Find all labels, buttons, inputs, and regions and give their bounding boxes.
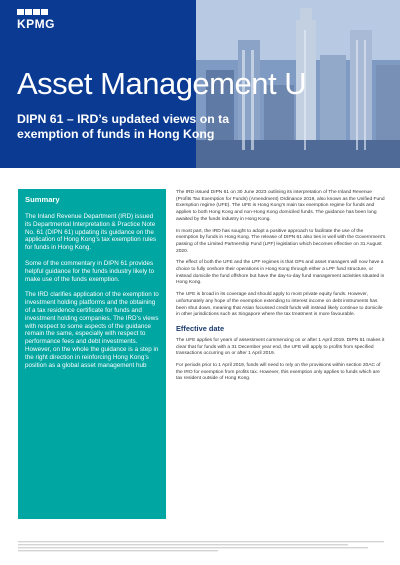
summary-panel bbox=[18, 189, 166, 519]
legal-footer bbox=[18, 541, 384, 557]
body-paragraph: In most part, the IRD has sought to adopt a positive approach to facilitate the use of the exemption by funds in Hong Kong. The release of DIPN 61 also ties in well with the Government’s passing of the Limited Partnership Fund (LPF) legislation which becomes effective on 31 August 2020. bbox=[176, 228, 386, 254]
subtitle-line-1: DIPN 61 – IRD’s updated views on ta bbox=[17, 112, 230, 126]
logo-boxes-icon bbox=[17, 9, 55, 15]
fine-print-lines bbox=[18, 541, 384, 555]
page-subtitle bbox=[17, 112, 317, 142]
subtitle-line-2: exemption of funds in Hong Kong bbox=[17, 127, 215, 141]
summary-heading: Summary bbox=[25, 195, 60, 204]
kpmg-logo bbox=[17, 9, 55, 31]
page-title: Asset Management U bbox=[17, 66, 307, 101]
body-paragraph: The IRD issued DIPN 61 on 30 June 2023 outlining its interpretation of The Inland Revenue (Profits Tax Exemption for Funds) (Amendment) Ordinance 2019, also known as the Unified Fund Exemption regime (UFE). The UFE is Hong Kong’s main tax exemption regime for funds and applies to both Hong Kong and non-Hong Kong domiciled funds. The guidance has been long awaited by the funds industry in Hong Kong. bbox=[176, 190, 385, 222]
logo-text: KPMG bbox=[17, 17, 55, 31]
body-paragraph: For periods prior to 1 April 2019, funds will need to rely on the provisions within section 20AC of the IRO for exemption from profits tax. However, this exemption only applies to funds which are tax resident outside of Hong Kong. bbox=[176, 363, 381, 382]
header-banner bbox=[0, 0, 400, 168]
summary-paragraph: The Inland Revenue Department (IRD) issued its Departmental Interpretation & Practice Note No. 61 (DIPN 61) updating its guidance on the application of Hong Kong’s tax exemption rules for funds in Hong Kong. bbox=[25, 213, 157, 252]
body-paragraph: The effect of both the UFE and the LPF regimes is that GPs and asset managers will now have a choice to fully onshore their operations in Hong Kong through either a LPF fund structure, or instead domicile the fund offshore but have the day-to-day fund management activities situated in Hong Kong. bbox=[176, 260, 385, 286]
section-heading: Effective date bbox=[176, 323, 225, 333]
summary-paragraph: The IRD clarifies application of the exemption to investment holding platforms and the obtaining of a tax residence certificate for funds and investment holding companies. The IRD’s views with respect to some aspects of the guidance remain the same, especially with respect to performance fees and debt investments. However, on the whole the guidance is a step in the right direction in reinforcing Hong Kong’s position as a global asset management hub bbox=[25, 291, 159, 369]
body-paragraph: The UFE applies for years of assessment commencing on or after 1 April 2019. DIPN 61 makes it clear that for funds with a 31 December year end, the UFE will apply to profits from specified transactions occurring on or after 1 April 2019. bbox=[176, 337, 385, 357]
body-paragraph: The UFE is broad in its coverage and should apply to most private equity funds. However, unfortunately any hope of the exemption extending to interest income on debt instruments has been shut down, meaning that Asian focussed credit funds will instead likely continue to domicile in other jurisdictions such as Singapore where the tax treatment is more favourable. bbox=[176, 292, 383, 318]
summary-paragraph: Some of the commentary in DIPN 61 provides helpful guidance for the funds industry likely to make use of the funds exemption. bbox=[25, 259, 155, 283]
main-content bbox=[176, 190, 386, 388]
